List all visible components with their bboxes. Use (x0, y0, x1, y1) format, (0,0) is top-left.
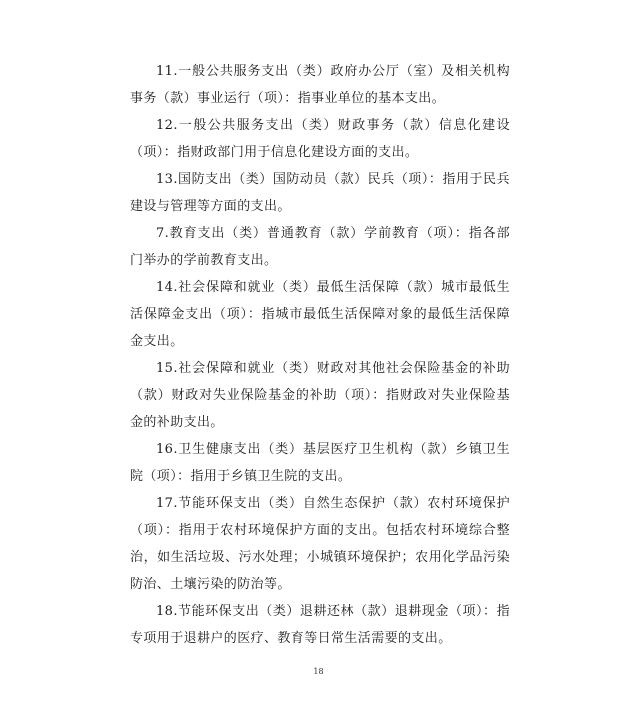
paragraph-item-18: 18.节能环保支出（类）退耕还林（款）退耕现金（项）：指专项用于退耕户的医疗、教育等日常生活需要的支出。 (130, 604, 510, 646)
paragraph-item-15: 15.社会保障和就业（类）财政对其他社会保险基金的补助（款）财政对失业保险基金的补助（项）：指财政对失业保险基金的补助支出。 (130, 361, 510, 430)
paragraph-item-13: 13.国防支出（类）国防动员（款）民兵（项）：指用于民兵建设与管理等方面的支出。 (130, 172, 510, 214)
paragraph-item-11: 11.一般公共服务支出（类）政府办公厅（室）及相关机构事务（款）事业运行（项）：指事业单位的基本支出。 (130, 64, 510, 106)
paragraph-item-7: 7.教育支出（类）普通教育（款）学前教育（项）：指各部门举办的学前教育支出。 (130, 226, 510, 268)
paragraph-item-14: 14.社会保障和就业（类）最低生活保障（款）城市最低生活保障金支出（项）：指城市最低生活保障对象的最低生活保障金支出。 (130, 280, 510, 349)
paragraph-item-17: 17.节能环保支出（类）自然生态保护（款）农村环境保护（项）：指用于农村环境保护方面的支出。包括农村环境综合整治，如生活垃圾、污水处理；小城镇环境保护；农用化学品污染防治、土壤污染的防治等。 (130, 496, 510, 592)
document-body (130, 58, 510, 652)
page-number: 18 (313, 667, 324, 676)
paragraph-item-12: 12.一般公共服务支出（类）财政事务（款）信息化建设（项）：指财政部门用于信息化建设方面的支出。 (130, 118, 510, 160)
paragraph-item-16: 16.卫生健康支出（类）基层医疗卫生机构（款）乡镇卫生院（项）：指用于乡镇卫生院的支出。 (130, 442, 510, 484)
